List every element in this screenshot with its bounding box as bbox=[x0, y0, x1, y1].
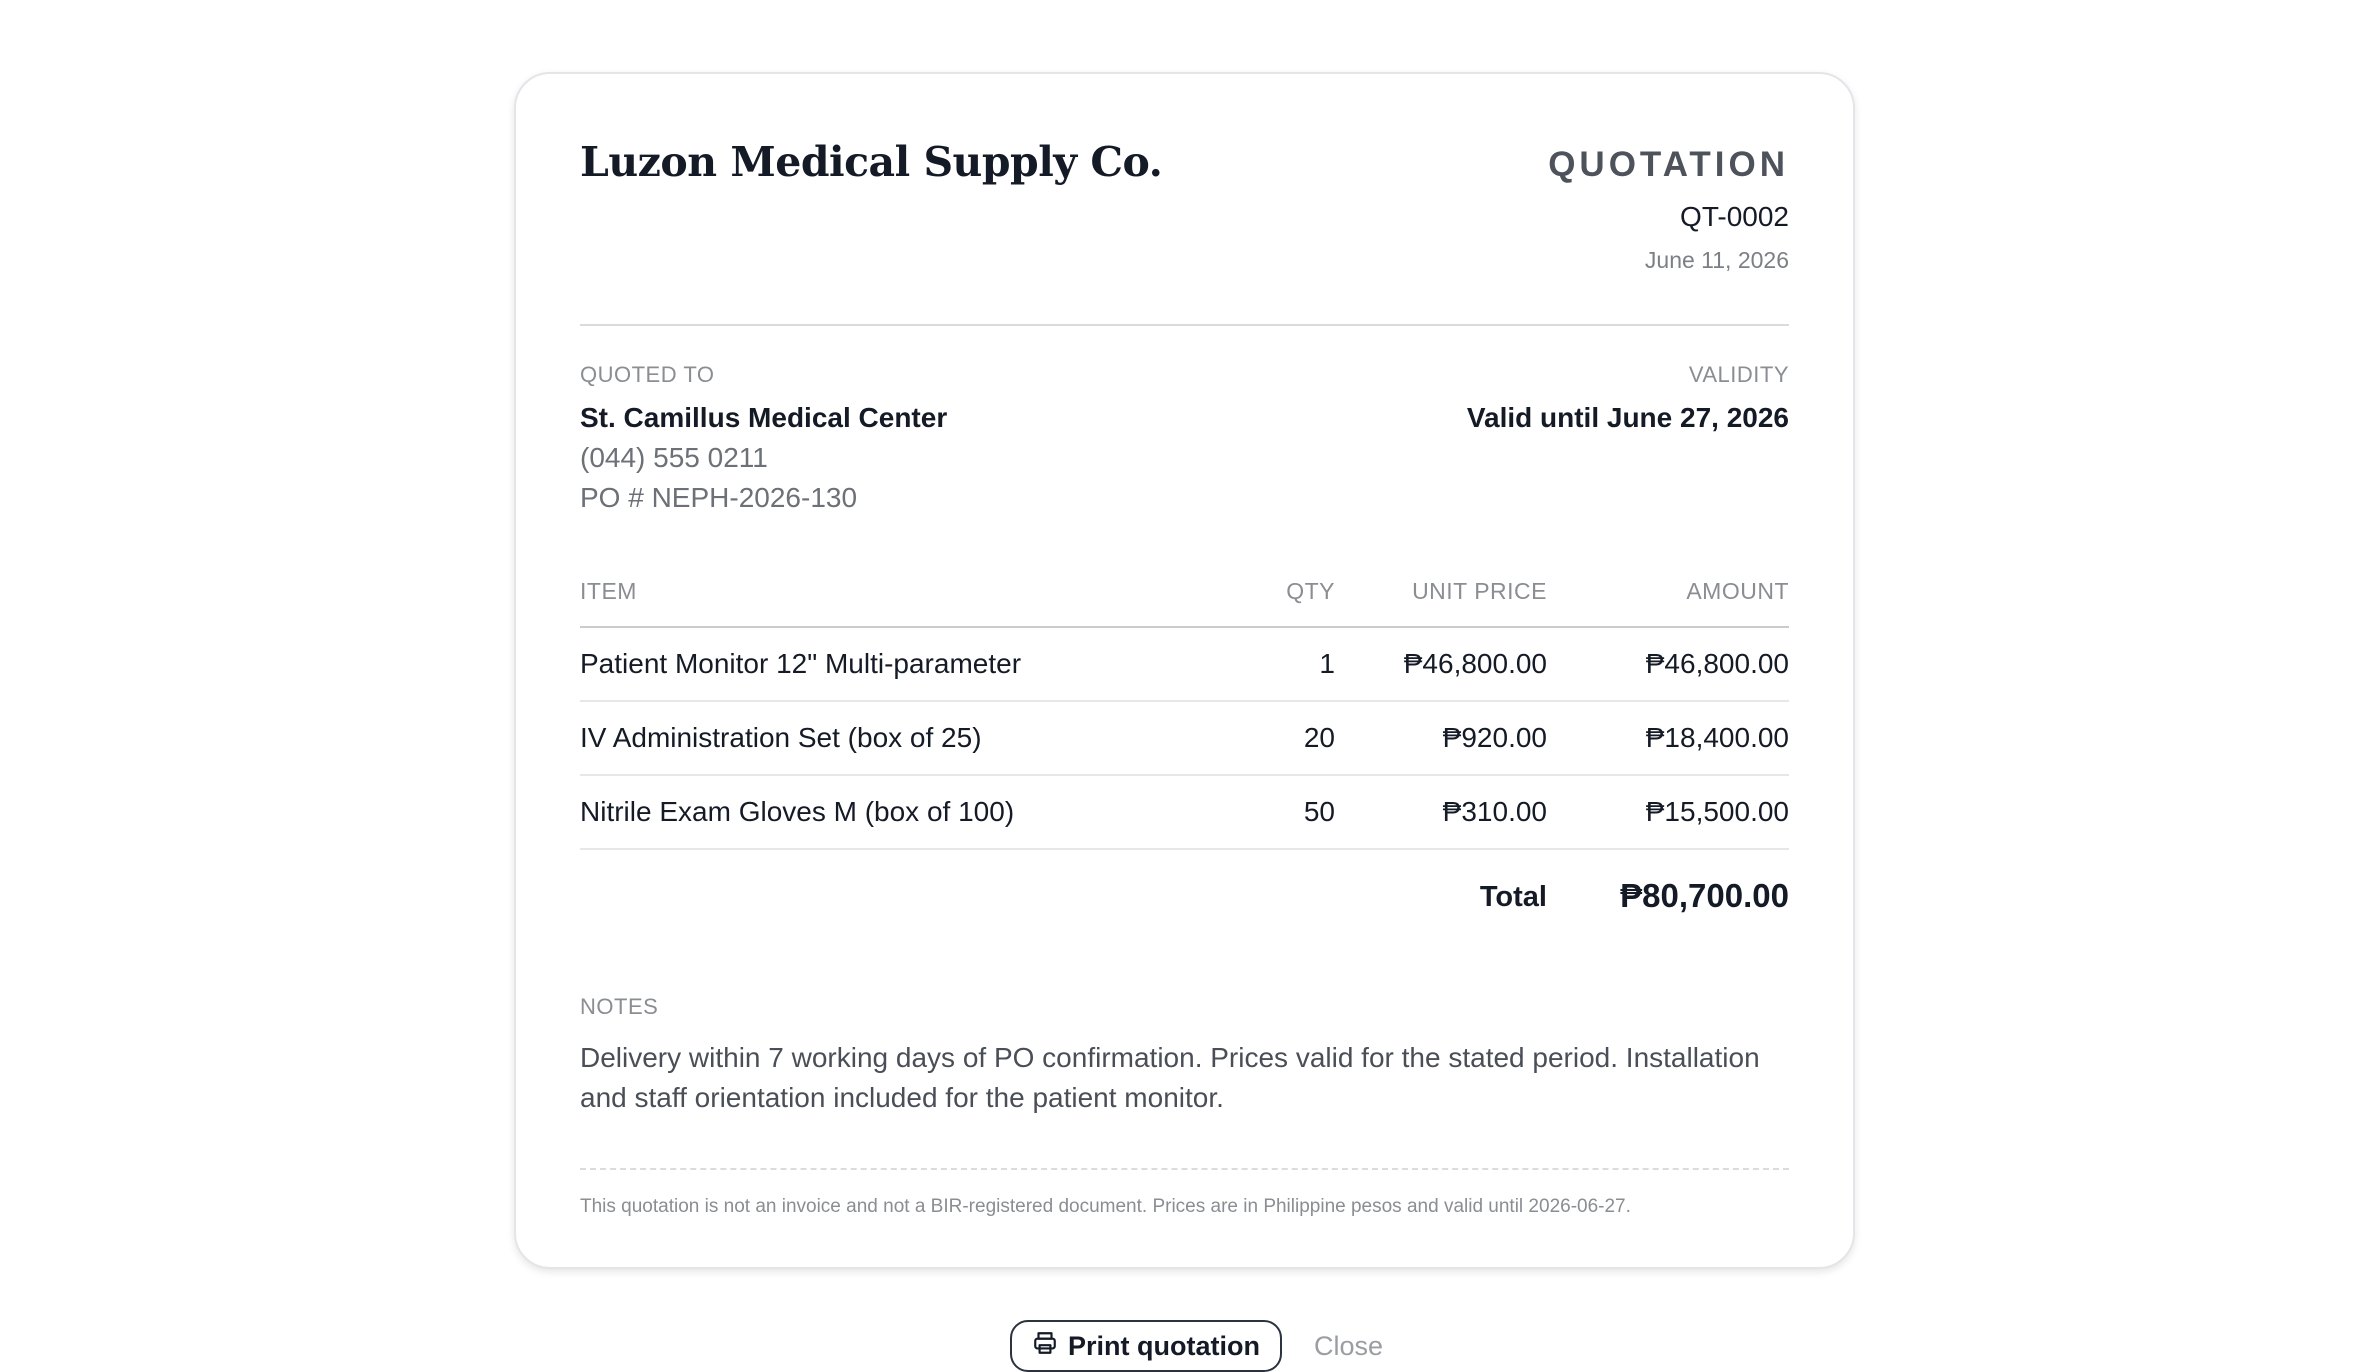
line-items-table bbox=[580, 556, 1789, 850]
table-row bbox=[580, 701, 1789, 775]
item-description: Patient Monitor 12" Multi-parameter bbox=[580, 627, 1215, 701]
validity-text: Valid until June 27, 2026 bbox=[1466, 402, 1789, 433]
quotation-date: June 11, 2026 bbox=[1644, 247, 1789, 273]
total-label: Total bbox=[1479, 881, 1547, 913]
notes-text: Delivery within 7 working days of PO confirmation. Prices valid for the stated period. Installation and staff orientation included for the patient monitor. bbox=[580, 1042, 1760, 1113]
column-header-amount: AMOUNT bbox=[1547, 556, 1789, 627]
parties-section bbox=[580, 326, 1789, 556]
quoted-to-label: QUOTED TO bbox=[580, 362, 715, 387]
item-unit-price: ₱920.00 bbox=[1335, 701, 1547, 775]
quotation-card bbox=[514, 72, 1855, 1269]
item-qty: 20 bbox=[1215, 701, 1335, 775]
quotation-number: QT-0002 bbox=[1680, 201, 1789, 232]
print-quotation-label: Print quotation bbox=[1068, 1330, 1260, 1361]
item-description: IV Administration Set (box of 25) bbox=[580, 701, 1215, 775]
client-name: St. Camillus Medical Center bbox=[580, 402, 948, 433]
company-name: Luzon Medical Supply Co. bbox=[580, 138, 1163, 186]
close-button[interactable]: Close bbox=[1306, 1331, 1391, 1362]
notes-label: NOTES bbox=[580, 994, 659, 1019]
notes-section bbox=[580, 950, 1789, 1118]
document-type: QUOTATION bbox=[1548, 145, 1789, 184]
table-header-row bbox=[580, 556, 1789, 627]
table-row bbox=[580, 627, 1789, 701]
table-row bbox=[580, 775, 1789, 849]
print-quotation-button[interactable] bbox=[1010, 1320, 1282, 1372]
client-phone: (044) 555 0211 bbox=[580, 442, 768, 473]
column-header-unit-price: UNIT PRICE bbox=[1335, 556, 1547, 627]
total-amount: ₱80,700.00 bbox=[1620, 877, 1789, 914]
client-po-number: PO # NEPH-2026-130 bbox=[580, 482, 858, 513]
column-header-item: ITEM bbox=[580, 556, 1215, 627]
item-description: Nitrile Exam Gloves M (box of 100) bbox=[580, 775, 1215, 849]
item-unit-price: ₱310.00 bbox=[1335, 775, 1547, 849]
item-unit-price: ₱46,800.00 bbox=[1335, 627, 1547, 701]
quotation-actions bbox=[1010, 1320, 1391, 1372]
item-amount: ₱15,500.00 bbox=[1547, 775, 1789, 849]
printer-icon bbox=[1032, 1330, 1058, 1363]
item-amount: ₱46,800.00 bbox=[1547, 627, 1789, 701]
item-amount: ₱18,400.00 bbox=[1547, 701, 1789, 775]
quotation-header bbox=[580, 74, 1789, 324]
column-header-qty: QTY bbox=[1215, 556, 1335, 627]
item-qty: 50 bbox=[1215, 775, 1335, 849]
total-row bbox=[580, 850, 1789, 950]
footer-disclaimer: This quotation is not an invoice and not a BIR-registered document. Prices are in Philippine pesos and valid until 2026-06-27. bbox=[580, 1196, 1631, 1217]
validity-label: VALIDITY bbox=[1688, 362, 1789, 387]
item-qty: 1 bbox=[1215, 627, 1335, 701]
footer-divider bbox=[580, 1168, 1789, 1170]
